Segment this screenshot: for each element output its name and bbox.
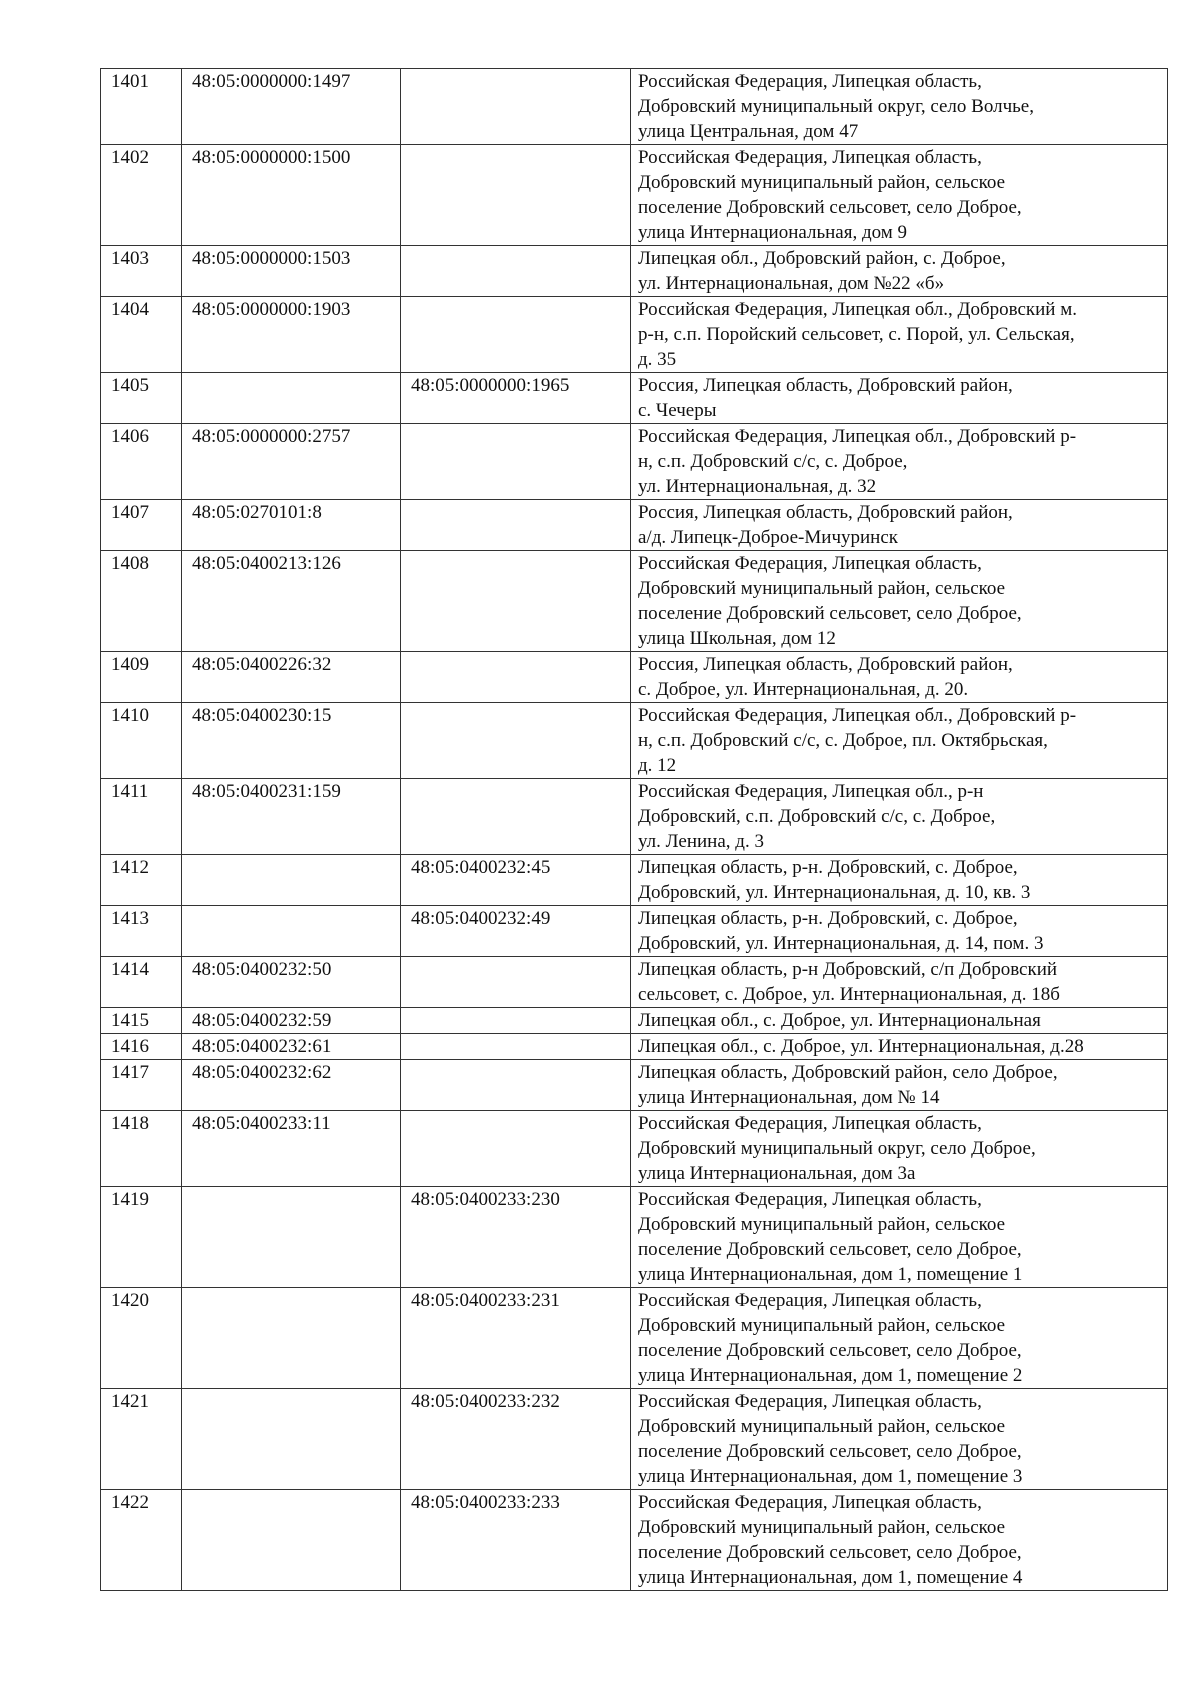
address-cell: Российская Федерация, Липецкая обл., Добровский р- н, с.п. Добровский с/с, с. Доброе, ул. Интернациональная, д. 32 xyxy=(631,424,1168,500)
related-cadastral-number-cell xyxy=(401,652,631,703)
row-number: 1416 xyxy=(101,1034,182,1060)
cadastral-number-cell xyxy=(182,855,401,906)
related-cadastral-number-cell xyxy=(401,551,631,652)
property-table xyxy=(100,68,1168,1591)
table-row xyxy=(101,297,1168,373)
cadastral-number-cell xyxy=(182,373,401,424)
table-row xyxy=(101,1288,1168,1389)
table-row xyxy=(101,855,1168,906)
address-cell: Российская Федерация, Липецкая область, Добровский муниципальный район, сельское поселение Добровский сельсовет, село Доброе, улица Интернациональная, дом 1, помещение 3 xyxy=(631,1389,1168,1490)
table-row xyxy=(101,1187,1168,1288)
related-cadastral-number-cell xyxy=(401,500,631,551)
cadastral-number-cell: 48:05:0000000:1497 xyxy=(182,69,401,145)
address-cell: Российская Федерация, Липецкая обл., р-н Добровский, с.п. Добровский с/с, с. Доброе, ул. Ленина, д. 3 xyxy=(631,779,1168,855)
cadastral-number-cell: 48:05:0000000:1503 xyxy=(182,246,401,297)
table-row xyxy=(101,957,1168,1008)
related-cadastral-number-cell xyxy=(401,1008,631,1034)
related-cadastral-number-cell xyxy=(401,69,631,145)
related-cadastral-number-cell xyxy=(401,957,631,1008)
cadastral-number-cell: 48:05:0400233:11 xyxy=(182,1111,401,1187)
row-number: 1420 xyxy=(101,1288,182,1389)
related-cadastral-number-cell xyxy=(401,703,631,779)
row-number: 1410 xyxy=(101,703,182,779)
related-cadastral-number-cell xyxy=(401,424,631,500)
related-cadastral-number-cell: 48:05:0400232:49 xyxy=(401,906,631,957)
table-row xyxy=(101,145,1168,246)
address-cell: Российская Федерация, Липецкая обл., Добровский м. р-н, с.п. Поройский сельсовет, с. Порой, ул. Сельская, д. 35 xyxy=(631,297,1168,373)
related-cadastral-number-cell xyxy=(401,1034,631,1060)
address-cell: Россия, Липецкая область, Добровский район, с. Чечеры xyxy=(631,373,1168,424)
table-row xyxy=(101,1111,1168,1187)
table-row xyxy=(101,779,1168,855)
row-number: 1422 xyxy=(101,1490,182,1591)
related-cadastral-number-cell xyxy=(401,297,631,373)
cadastral-number-cell xyxy=(182,1490,401,1591)
table-row xyxy=(101,1389,1168,1490)
row-number: 1413 xyxy=(101,906,182,957)
row-number: 1419 xyxy=(101,1187,182,1288)
row-number: 1421 xyxy=(101,1389,182,1490)
address-cell: Российская Федерация, Липецкая область, Добровский муниципальный округ, село Волчье, улица Центральная, дом 47 xyxy=(631,69,1168,145)
cadastral-number-cell: 48:05:0000000:1500 xyxy=(182,145,401,246)
table-row xyxy=(101,652,1168,703)
table-row xyxy=(101,69,1168,145)
address-cell: Липецкая область, р-н. Добровский, с. Доброе, Добровский, ул. Интернациональная, д. 10, кв. 3 xyxy=(631,855,1168,906)
table-row xyxy=(101,1060,1168,1111)
table-row xyxy=(101,424,1168,500)
cadastral-number-cell xyxy=(182,906,401,957)
cadastral-number-cell: 48:05:0000000:1903 xyxy=(182,297,401,373)
address-cell: Россия, Липецкая область, Добровский район, с. Доброе, ул. Интернациональная, д. 20. xyxy=(631,652,1168,703)
row-number: 1418 xyxy=(101,1111,182,1187)
related-cadastral-number-cell: 48:05:0400233:232 xyxy=(401,1389,631,1490)
row-number: 1411 xyxy=(101,779,182,855)
table-row xyxy=(101,246,1168,297)
cadastral-number-cell xyxy=(182,1288,401,1389)
related-cadastral-number-cell xyxy=(401,145,631,246)
cadastral-number-cell: 48:05:0400232:50 xyxy=(182,957,401,1008)
cadastral-number-cell: 48:05:0400226:32 xyxy=(182,652,401,703)
cadastral-number-cell xyxy=(182,1187,401,1288)
cadastral-number-cell: 48:05:0400232:59 xyxy=(182,1008,401,1034)
related-cadastral-number-cell: 48:05:0400233:230 xyxy=(401,1187,631,1288)
row-number: 1409 xyxy=(101,652,182,703)
address-cell: Российская Федерация, Липецкая область, Добровский муниципальный район, сельское поселение Добровский сельсовет, село Доброе, улица Школьная, дом 12 xyxy=(631,551,1168,652)
row-number: 1415 xyxy=(101,1008,182,1034)
related-cadastral-number-cell: 48:05:0400233:233 xyxy=(401,1490,631,1591)
address-cell: Липецкая обл., с. Доброе, ул. Интернациональная, д.28 xyxy=(631,1034,1168,1060)
row-number: 1403 xyxy=(101,246,182,297)
address-cell: Российская Федерация, Липецкая обл., Добровский р- н, с.п. Добровский с/с, с. Доброе, пл. Октябрьская, д. 12 xyxy=(631,703,1168,779)
related-cadastral-number-cell: 48:05:0000000:1965 xyxy=(401,373,631,424)
row-number: 1412 xyxy=(101,855,182,906)
row-number: 1417 xyxy=(101,1060,182,1111)
row-number: 1406 xyxy=(101,424,182,500)
table-row xyxy=(101,1008,1168,1034)
row-number: 1407 xyxy=(101,500,182,551)
cadastral-number-cell: 48:05:0270101:8 xyxy=(182,500,401,551)
cadastral-number-cell: 48:05:0400213:126 xyxy=(182,551,401,652)
table-row xyxy=(101,500,1168,551)
row-number: 1401 xyxy=(101,69,182,145)
address-cell: Липецкая обл., Добровский район, с. Доброе, ул. Интернациональная, дом №22 «б» xyxy=(631,246,1168,297)
related-cadastral-number-cell xyxy=(401,1060,631,1111)
row-number: 1404 xyxy=(101,297,182,373)
cadastral-number-cell: 48:05:0400230:15 xyxy=(182,703,401,779)
related-cadastral-number-cell xyxy=(401,1111,631,1187)
address-cell: Российская Федерация, Липецкая область, Добровский муниципальный район, сельское поселение Добровский сельсовет, село Доброе, улица Интернациональная, дом 9 xyxy=(631,145,1168,246)
address-cell: Российская Федерация, Липецкая область, Добровский муниципальный район, сельское поселение Добровский сельсовет, село Доброе, улица Интернациональная, дом 1, помещение 1 xyxy=(631,1187,1168,1288)
cadastral-number-cell: 48:05:0000000:2757 xyxy=(182,424,401,500)
row-number: 1408 xyxy=(101,551,182,652)
cadastral-number-cell xyxy=(182,1389,401,1490)
address-cell: Липецкая область, р-н. Добровский, с. Доброе, Добровский, ул. Интернациональная, д. 14, пом. 3 xyxy=(631,906,1168,957)
cadastral-number-cell: 48:05:0400232:62 xyxy=(182,1060,401,1111)
address-cell: Липецкая обл., с. Доброе, ул. Интернациональная xyxy=(631,1008,1168,1034)
table-body xyxy=(101,69,1168,1591)
related-cadastral-number-cell xyxy=(401,246,631,297)
related-cadastral-number-cell: 48:05:0400232:45 xyxy=(401,855,631,906)
table-row xyxy=(101,906,1168,957)
address-cell: Липецкая область, р-н Добровский, с/п Добровский сельсовет, с. Доброе, ул. Интернациональная, д. 18б xyxy=(631,957,1168,1008)
cadastral-number-cell: 48:05:0400231:159 xyxy=(182,779,401,855)
related-cadastral-number-cell: 48:05:0400233:231 xyxy=(401,1288,631,1389)
row-number: 1414 xyxy=(101,957,182,1008)
cadastral-number-cell: 48:05:0400232:61 xyxy=(182,1034,401,1060)
table-row xyxy=(101,1034,1168,1060)
address-cell: Российская Федерация, Липецкая область, Добровский муниципальный район, сельское поселение Добровский сельсовет, село Доброе, улица Интернациональная, дом 1, помещение 4 xyxy=(631,1490,1168,1591)
table-row xyxy=(101,1490,1168,1591)
related-cadastral-number-cell xyxy=(401,779,631,855)
table-row xyxy=(101,703,1168,779)
table-row xyxy=(101,373,1168,424)
table-row xyxy=(101,551,1168,652)
row-number: 1402 xyxy=(101,145,182,246)
row-number: 1405 xyxy=(101,373,182,424)
address-cell: Российская Федерация, Липецкая область, Добровский муниципальный район, сельское поселение Добровский сельсовет, село Доброе, улица Интернациональная, дом 1, помещение 2 xyxy=(631,1288,1168,1389)
address-cell: Липецкая область, Добровский район, село Доброе, улица Интернациональная, дом № 14 xyxy=(631,1060,1168,1111)
address-cell: Российская Федерация, Липецкая область, Добровский муниципальный округ, село Доброе, улица Интернациональная, дом 3а xyxy=(631,1111,1168,1187)
address-cell: Россия, Липецкая область, Добровский район, а/д. Липецк-Доброе-Мичуринск xyxy=(631,500,1168,551)
